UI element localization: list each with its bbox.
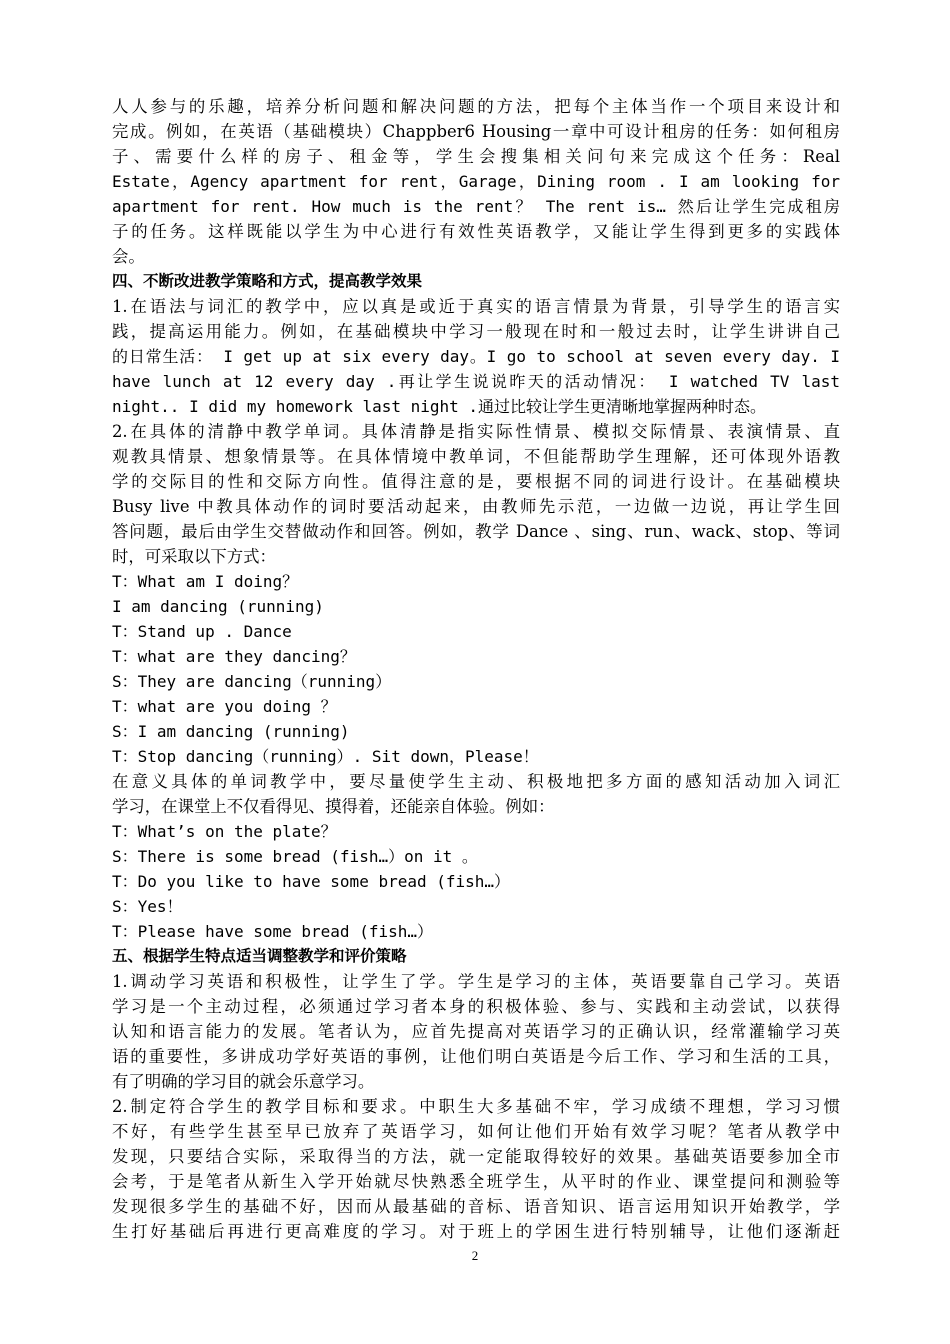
text-line: 在意义具体的单词教学中，要尽量使学生主动、积极地把多方面的感知活动加入词汇 bbox=[112, 772, 840, 791]
text-line: 时，可采取以下方式： bbox=[112, 547, 276, 566]
dialogue-line: T：What am I doing？ bbox=[112, 572, 299, 591]
document-body bbox=[112, 94, 840, 1244]
text-line: 2.制定符合学生的教学目标和要求。中职生大多基础不牢，学习成绩不理想，学习习惯 bbox=[112, 1097, 840, 1116]
section-heading: 四、不断改进教学策略和方式，提高教学效果 bbox=[112, 272, 423, 290]
dialogue-line: I am dancing (running) bbox=[112, 597, 324, 616]
page-number: 2 bbox=[471, 1248, 479, 1263]
text-line: night.. I did my homework last night .通过比较让学生更清晰地掌握两种时态。 bbox=[112, 397, 767, 416]
text-line: 1.调动学习英语和积极性，让学生了学。学生是学习的主体，英语要靠自己学习。英语 bbox=[112, 972, 840, 991]
dialogue-line: T：Please have some bread (fish…） bbox=[112, 922, 433, 941]
dialogue-line: T：Stand up . Dance bbox=[112, 622, 292, 641]
dialogue-line: S：There is some bread (fish…）on it 。 bbox=[112, 847, 478, 866]
dialogue-line: S：Yes！ bbox=[112, 897, 183, 916]
text-line: 语的重要性，多讲成功学好英语的事例，让他们明白英语是今后工作、学习和生活的工具， bbox=[112, 1047, 840, 1066]
text-line: Estate，Agency apartment for rent，Garage，Dining room . I am looking for bbox=[112, 172, 840, 191]
text-line: have lunch at 12 every day .再让学生说说昨天的活动情况： I watched TV last bbox=[112, 372, 840, 391]
text-line: 发现，只要结合实际，采取得当的方法，就一定能取得较好的效果。基础英语要参加全市 bbox=[112, 1147, 840, 1166]
text-line: 完成。例如，在英语（基础模块）Chappber6 Housing一章中可设计租房的任务：如何租房 bbox=[112, 122, 840, 141]
text-line: 人人参与的乐趣，培养分析问题和解决问题的方法，把每个主体当作一个项目来设计和 bbox=[112, 97, 840, 116]
text-line: 不好，有些学生甚至早已放弃了英语学习，如何让他们开始有效学习呢？笔者从教学中 bbox=[112, 1122, 840, 1141]
dialogue-line: T：what are you doing ？ bbox=[112, 697, 337, 716]
dialogue-line: T：what are they dancing？ bbox=[112, 647, 356, 666]
text-line: 认知和语言能力的发展。笔者认为，应首先提高对英语学习的正确认识，经常灌输学习英 bbox=[112, 1022, 840, 1041]
text-line: 2.在具体的清静中教学单词。具体清静是指实际性情景、模拟交际情景、表演情景、直 bbox=[112, 422, 840, 441]
text-line: 会。 bbox=[112, 247, 145, 266]
text-line: 学习，在课堂上不仅看得见、摸得着，还能亲自体验。例如： bbox=[112, 797, 555, 816]
dialogue-line: T：Do you like to have some bread (fish…） bbox=[112, 872, 511, 891]
text-line: Busy live 中教具体动作的词时要活动起来，由教师先示范，一边做一边说，再让学生回 bbox=[112, 497, 840, 516]
text-line: 学的交际目的性和交际方向性。值得注意的是，要根据不同的词进行设计。在基础模块 bbox=[112, 472, 840, 491]
text-line: 的日常生活： I get up at six every day。I go to school at seven every day. I bbox=[112, 347, 840, 366]
text-line: 有了明确的学习目的就会乐意学习。 bbox=[112, 1072, 375, 1091]
text-line: 子、需要什么样的房子、租金等，学生会搜集相关问句来完成这个任务：Real bbox=[112, 147, 840, 166]
text-line: 答问题，最后由学生交替做动作和回答。例如，教学 Dance 、sing、run、wack、stop、等词 bbox=[112, 522, 840, 541]
section-heading: 五、根据学生特点适当调整教学和评价策略 bbox=[112, 947, 407, 965]
dialogue-line: S：They are dancing（running） bbox=[112, 672, 392, 691]
text-line: 发现很多学生的基础不好，因而从最基础的音标、语音知识、语言运用知识开始教学，学 bbox=[112, 1197, 840, 1216]
text-line: 学习是一个主动过程，必须通过学习者本身的积极体验、参与、实践和主动尝试，以获得 bbox=[112, 997, 840, 1016]
text-line: 观教具情景、想象情景等。在具体情境中教单词，不但能帮助学生理解，还可体现外语教 bbox=[112, 447, 840, 466]
text-line: 践，提高运用能力。例如，在基础模块中学习一般现在时和一般过去时，让学生讲讲自己 bbox=[112, 322, 840, 341]
text-line: 会考，于是笔者从新生入学开始就尽快熟悉全班学生，从平时的作业、课堂提问和测验等 bbox=[112, 1172, 840, 1191]
dialogue-line: T：What’s on the plate？ bbox=[112, 822, 337, 841]
text-line: 子的任务。这样既能以学生为中心进行有效性英语教学，又能让学生得到更多的实践体 bbox=[112, 222, 840, 241]
dialogue-line: S：I am dancing (running) bbox=[112, 722, 350, 741]
text-line: 生打好基础后再进行更高难度的学习。对于班上的学困生进行特别辅导，让他们逐渐赶 bbox=[112, 1222, 840, 1241]
dialogue-line: T：Stop dancing（running）. Sit down，Please！ bbox=[112, 747, 539, 766]
text-line: 1.在语法与词汇的教学中，应以真是或近于真实的语言情景为背景，引导学生的语言实 bbox=[112, 297, 840, 316]
text-line: apartment for rent. How much is the rent？ The rent is… 然后让学生完成租房 bbox=[112, 197, 840, 216]
